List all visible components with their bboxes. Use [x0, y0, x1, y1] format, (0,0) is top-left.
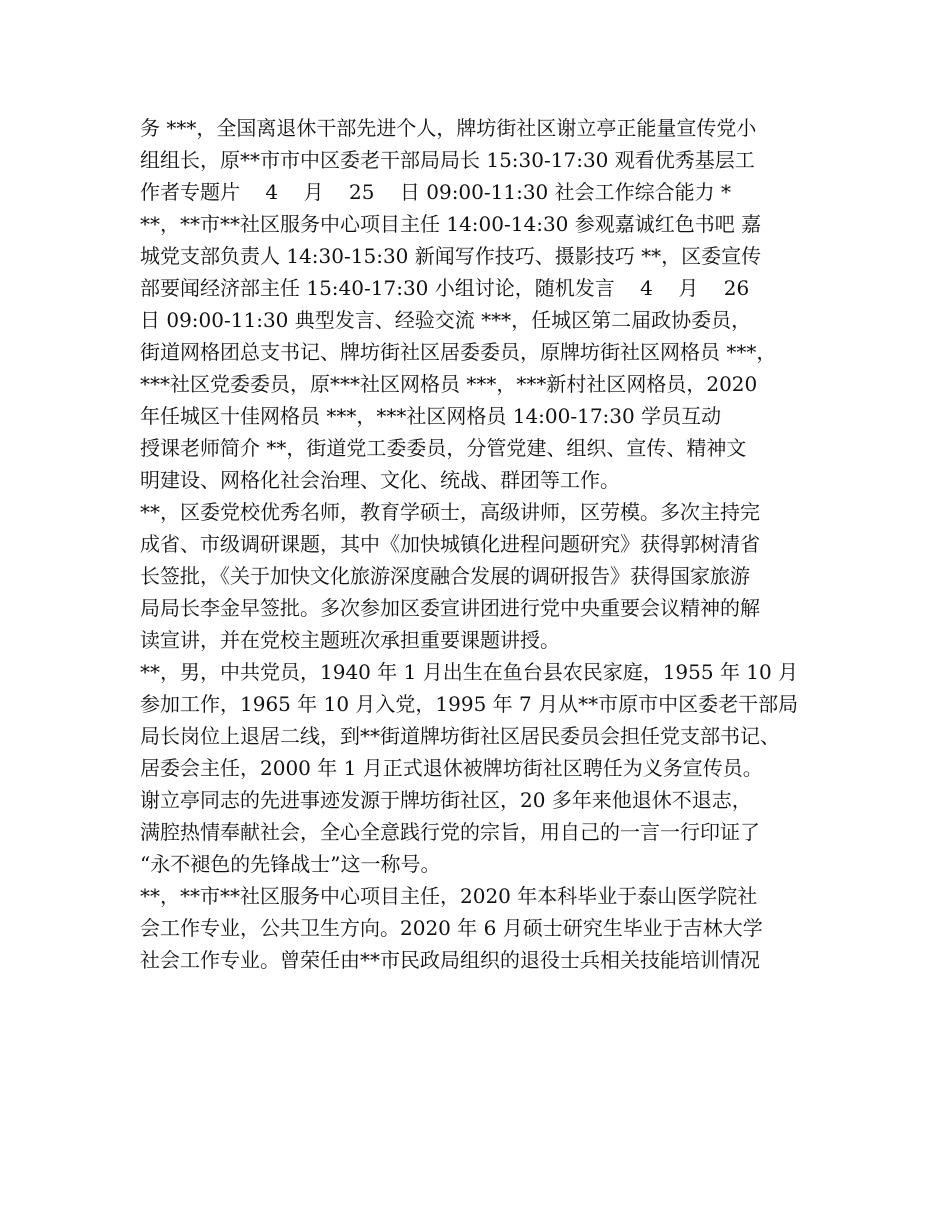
text-line: 成省、市级调研课题，其中《加快城镇化进程问题研究》获得郭树清省 — [140, 532, 760, 556]
text-line: **，**市**社区服务中心项目主任 14:00-14:30 参观嘉诚红色书吧 嘉 — [140, 212, 762, 236]
text-line: 参加工作，1965 年 10 月入党，1995 年 7 月从**市原市中区委老干部局 — [140, 692, 799, 716]
text-line: 作者专题片 4 月 25 日 09:00-11:30 社会工作综合能力 * — [140, 180, 731, 204]
text-line: 部要闻经济部主任 15:40-17:30 小组讨论，随机发言 4 月 26 — [140, 276, 750, 300]
text-line: 局长岗位上退居二线，到**街道牌坊街社区居民委员会担任党支部书记、 — [140, 724, 780, 748]
text-line: 局局长李金早签批。多次参加区委宣讲团进行党中央重要会议精神的解 — [140, 596, 760, 620]
text-line: 谢立亭同志的先进事迹发源于牌坊街社区，20 多年来他退休不退志， — [140, 788, 752, 812]
text-line: ***社区党委委员，原***社区网格员 ***，***新村社区网格员，2020 — [140, 372, 758, 396]
text-line: 组组长，原**市市中区委老干部局局长 15:30-17:30 观看优秀基层工 — [140, 148, 755, 172]
text-line: 读宣讲，并在党校主题班次承担重要课题讲授。 — [140, 628, 560, 652]
text-line: 长签批，《关于加快文化旅游深度融合发展的调研报告》获得国家旅游 — [140, 564, 750, 588]
text-line: 明建设、网格化社会治理、文化、统战、群团等工作。 — [140, 468, 620, 492]
document-body — [140, 112, 820, 976]
text-line: **，区委党校优秀名师，教育学硕士，高级讲师，区劳模。多次主持完 — [140, 500, 760, 524]
text-line: 城党支部负责人 14:30-15:30 新闻写作技巧、摄影技巧 **，区委宣传 — [140, 244, 762, 268]
text-line: 授课老师简介 **，街道党工委委员，分管党建、组织、宣传、精神文 — [140, 436, 747, 460]
text-line: 务 ***，全国离退休干部先进个人，牌坊街社区谢立亭正能量宣传党小 — [140, 116, 757, 140]
text-line: 会工作专业，公共卫生方向。2020 年 6 月硕士研究生毕业于吉林大学 — [140, 916, 763, 940]
text-line: 社会工作专业。曾荣任由**市民政局组织的退役士兵相关技能培训情况 — [140, 948, 760, 972]
text-line: “永不褪色的先锋战士”这一称号。 — [140, 852, 441, 876]
text-line: **，**市**社区服务中心项目主任，2020 年本科毕业于泰山医学院社 — [140, 884, 758, 908]
text-line: **，男，中共党员，1940 年 1 月出生在鱼台县农民家庭，1955 年 10 月 — [140, 660, 799, 684]
text-line: 满腔热情奉献社会，全心全意践行党的宗旨，用自己的一言一行印证了 — [140, 820, 760, 844]
text-line: 街道网格团总支书记、牌坊街社区居委委员，原牌坊街社区网格员 ***， — [140, 340, 777, 364]
text-line: 日 09:00-11:30 典型发言、经验交流 ***，任城区第二届政协委员， — [140, 308, 752, 332]
text-line: 居委会主任，2000 年 1 月正式退休被牌坊街社区聘任为义务宣传员。 — [140, 756, 763, 780]
text-line: 年任城区十佳网格员 ***，***社区网格员 14:00-17:30 学员互动 — [140, 404, 722, 428]
